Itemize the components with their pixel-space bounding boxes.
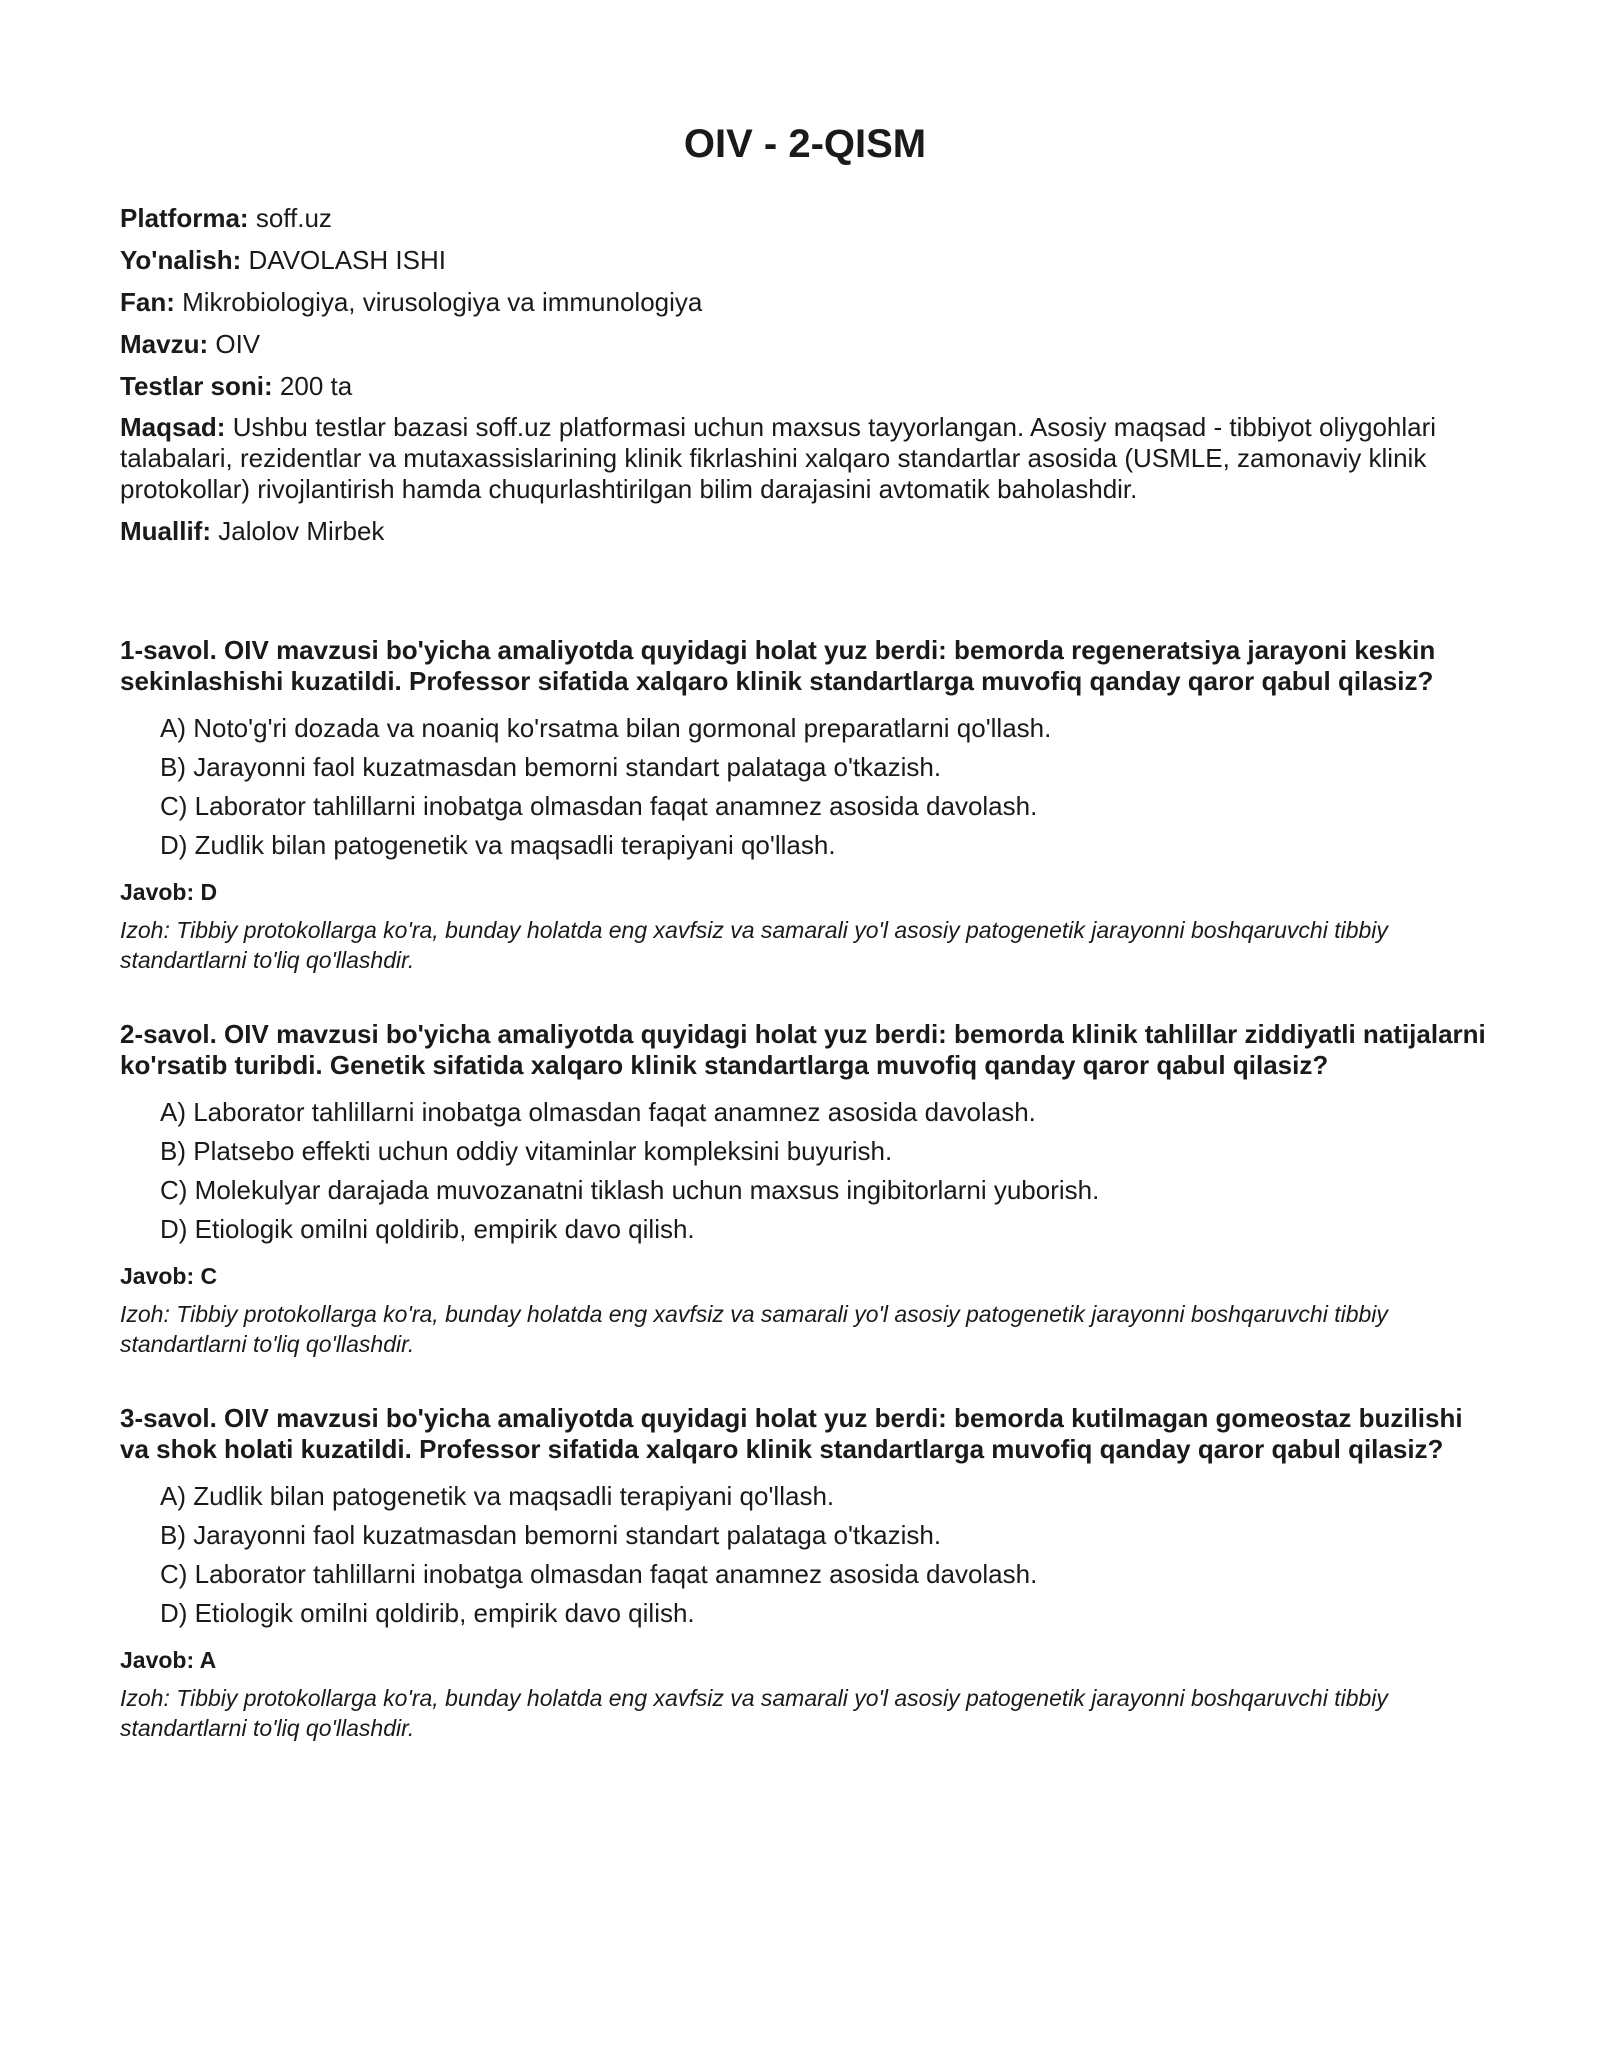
answer-explanation: Izoh: Tibbiy protokollarga ko'ra, bunday holatda eng xavfsiz va samarali yo'l asosiy patogenetik jarayonni boshqaruvchi tibbiy standartlarni to'liq qo'llashdir.: [120, 917, 1388, 973]
meta-yonalish: [120, 244, 1490, 276]
meta-mavzu-value: OIV: [215, 329, 261, 359]
option-d: D) Zudlik bilan patogenetik va maqsadli terapiyani qo'llash.: [160, 830, 836, 860]
option-a: A) Noto'g'ri dozada va noaniq ko'rsatma bilan gormonal preparatlarni qo'llash.: [160, 713, 1052, 743]
meta-muallif: [120, 515, 1490, 547]
metadata-block: [120, 202, 1490, 547]
meta-mavzu-label: Mavzu:: [120, 329, 209, 359]
meta-mavzu: [120, 328, 1490, 360]
meta-yonalish-label: Yo'nalish:: [120, 245, 242, 275]
meta-platforma-label: Platforma:: [120, 203, 249, 233]
answer-explanation: Izoh: Tibbiy protokollarga ko'ra, bunday holatda eng xavfsiz va samarali yo'l asosiy patogenetik jarayonni boshqaruvchi tibbiy standartlarni to'liq qo'llashdir.: [120, 1685, 1388, 1741]
option-a: A) Laborator tahlillarni inobatga olmasdan faqat anamnez asosida davolash.: [160, 1097, 1036, 1127]
meta-muallif-value: Jalolov Mirbek: [218, 516, 385, 546]
answer-explanation: Izoh: Tibbiy protokollarga ko'ra, bunday holatda eng xavfsiz va samarali yo'l asosiy patogenetik jarayonni boshqaruvchi tibbiy standartlarni to'liq qo'llashdir.: [120, 1301, 1388, 1357]
meta-fan: [120, 286, 1490, 318]
meta-testlar: [120, 370, 1490, 402]
question-1: [120, 635, 1490, 975]
question-2: [120, 1019, 1490, 1359]
option-b: B) Platsebo effekti uchun oddiy vitaminlar kompleksini buyurish.: [160, 1136, 893, 1166]
option-c: C) Laborator tahlillarni inobatga olmasdan faqat anamnez asosida davolash.: [160, 1559, 1038, 1589]
question-text: 1-savol. OIV mavzusi bo'yicha amaliyotda quyidagi holat yuz berdi: bemorda regeneratsiya jarayoni keskin sekinlashishi kuzatildi. Professor sifatida xalqaro klinik standartlarga muvofiq qanday qaror qabul qilasiz?: [120, 635, 1436, 696]
meta-platforma: [120, 202, 1490, 234]
correct-answer: Javob: A: [120, 1647, 217, 1673]
meta-maqsad-value: Ushbu testlar bazasi soff.uz platformasi uchun maxsus tayyorlangan. Asosiy maqsad - tibbiyot oliygohlari talabalari, rezidentlar va mutaxassislarining klinik fikrlashini xalqaro standartlar asosida (USMLE, zamonaviy klinik protokollar) rivojlantirish hamda chuqurlashtirilgan bilim darajasini avtomatik baholashdir.: [120, 412, 1437, 504]
correct-answer: Javob: D: [120, 879, 218, 905]
meta-muallif-label: Muallif:: [120, 516, 211, 546]
meta-testlar-label: Testlar soni:: [120, 371, 273, 401]
answer-options: [120, 1093, 1490, 1249]
meta-fan-label: Fan:: [120, 287, 175, 317]
option-d: D) Etiologik omilni qoldirib, empirik davo qilish.: [160, 1598, 695, 1628]
answer-options: [120, 709, 1490, 865]
question-text: 3-savol. OIV mavzusi bo'yicha amaliyotda quyidagi holat yuz berdi: bemorda kutilmagan gomeostaz buzilishi va shok holati kuzatildi. Professor sifatida xalqaro klinik standartlarga muvofiq qanday qaror qabul qilasiz?: [120, 1403, 1463, 1464]
meta-maqsad-label: Maqsad:: [120, 412, 226, 442]
option-b: B) Jarayonni faol kuzatmasdan bemorni standart palataga o'tkazish.: [160, 1520, 942, 1550]
correct-answer: Javob: C: [120, 1263, 218, 1289]
option-a: A) Zudlik bilan patogenetik va maqsadli terapiyani qo'llash.: [160, 1481, 835, 1511]
meta-platforma-value: soff.uz: [255, 203, 332, 233]
meta-testlar-value: 200 ta: [279, 371, 353, 401]
answer-options: [120, 1477, 1490, 1633]
meta-maqsad: [120, 412, 1490, 505]
meta-yonalish-value: DAVOLASH ISHI: [248, 245, 446, 275]
question-text: 2-savol. OIV mavzusi bo'yicha amaliyotda quyidagi holat yuz berdi: bemorda klinik tahlillar ziddiyatli natijalarni ko'rsatib turibdi. Genetik sifatida xalqaro klinik standartlarga muvofiq qanday qaror qabul qilasiz?: [120, 1019, 1486, 1080]
option-d: D) Etiologik omilni qoldirib, empirik davo qilish.: [160, 1214, 695, 1244]
document-page: [120, 120, 1490, 1787]
meta-fan-value: Mikrobiologiya, virusologiya va immunologiya: [182, 287, 703, 317]
document-title: OIV - 2-QISM: [683, 122, 927, 166]
option-c: C) Laborator tahlillarni inobatga olmasdan faqat anamnez asosida davolash.: [160, 791, 1038, 821]
option-c: C) Molekulyar darajada muvozanatni tiklash uchun maxsus ingibitorlarni yuborish.: [160, 1175, 1100, 1205]
question-3: [120, 1403, 1490, 1743]
option-b: B) Jarayonni faol kuzatmasdan bemorni standart palataga o'tkazish.: [160, 752, 942, 782]
